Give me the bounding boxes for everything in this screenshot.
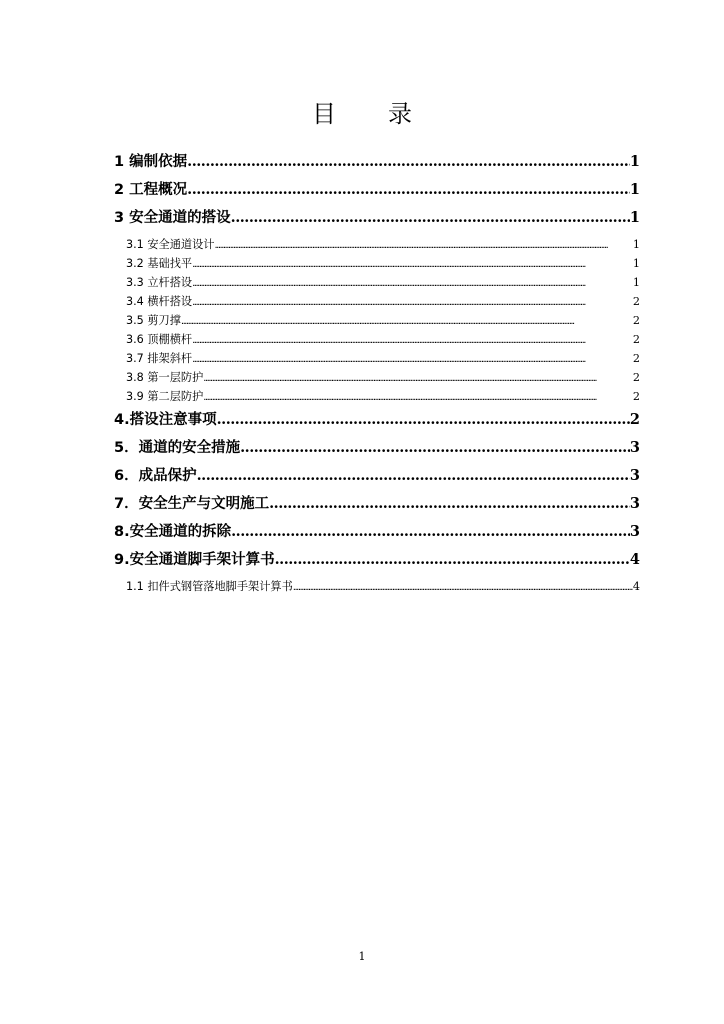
toc-entry-page: 1 (629, 209, 640, 226)
toc-subentry[interactable] (114, 368, 640, 387)
toc-entry-label: 2 工程概况 (114, 182, 188, 198)
toc-entry[interactable] (114, 434, 640, 462)
toc-leader-dots (192, 350, 633, 369)
toc-subentry[interactable] (114, 235, 640, 254)
toc-entry-label: 3 安全通道的搭设 (114, 210, 231, 226)
toc-leader-dots (203, 388, 633, 407)
toc-entry[interactable] (114, 204, 640, 232)
toc-subentry[interactable] (114, 254, 640, 273)
toc-subentry[interactable] (114, 311, 640, 330)
toc-entry[interactable] (114, 518, 640, 546)
toc-entry-label: 6．成品保护 (114, 468, 197, 484)
toc-subentry[interactable] (114, 292, 640, 311)
toc-entry-page: 2 (632, 295, 640, 308)
toc-entry-page: 1 (632, 257, 640, 270)
toc-entry-label: 4.搭设注意事项 (114, 412, 217, 428)
toc-leader-dots (192, 255, 633, 274)
toc-entry-label: 3.9 第二层防护 (126, 390, 204, 403)
toc-entry-label: 3.8 第一层防护 (126, 371, 204, 384)
toc-subentry[interactable] (114, 387, 640, 406)
toc-entry-label: 3.4 横杆搭设 (126, 295, 193, 308)
toc-entry-page: 1 (632, 276, 640, 289)
toc-entry-label: 1 编制依据 (114, 154, 188, 170)
toc-entry-page: 3 (629, 495, 640, 512)
page-title: 目录 (312, 100, 464, 128)
toc-entry-label: 3.5 剪刀撑 (126, 314, 181, 327)
table-of-contents (114, 148, 640, 596)
toc-entry-page: 1 (629, 181, 640, 198)
toc-leader-dots (275, 546, 630, 574)
toc-entry[interactable] (114, 462, 640, 490)
toc-entry[interactable] (114, 546, 640, 574)
toc-entry-page: 2 (632, 390, 640, 403)
page-number: 1 (358, 950, 366, 963)
toc-entry[interactable] (114, 176, 640, 204)
toc-entry-page: 1 (629, 153, 640, 170)
toc-entry-label: 3.1 安全通道设计 (126, 238, 215, 251)
toc-leader-dots (293, 578, 633, 597)
toc-entry-page: 2 (632, 333, 640, 346)
toc-subentry[interactable] (114, 349, 640, 368)
toc-leader-dots (269, 490, 630, 518)
toc-entry-label: 8.安全通道的拆除 (114, 524, 232, 540)
toc-entry-label: 3.3 立杆搭设 (126, 276, 193, 289)
toc-leader-dots (192, 331, 633, 350)
toc-leader-dots (240, 434, 630, 462)
toc-entry-page: 4 (632, 580, 640, 593)
toc-leader-dots (214, 236, 632, 255)
toc-subentry[interactable] (114, 577, 640, 596)
toc-leader-dots (192, 293, 633, 312)
toc-leader-dots (197, 462, 630, 490)
toc-entry-page: 2 (632, 371, 640, 384)
toc-leader-dots (187, 148, 630, 176)
toc-entry-label: 7．安全生产与文明施工 (114, 496, 270, 512)
toc-leader-dots (203, 369, 633, 388)
toc-entry-label: 5．通道的安全措施 (114, 440, 241, 456)
toc-entry-page: 4 (629, 551, 640, 568)
toc-entry-label: 1.1 扣件式钢管落地脚手架计算书 (126, 580, 293, 593)
toc-entry-label: 3.2 基础找平 (126, 257, 193, 270)
toc-leader-dots (192, 274, 633, 293)
toc-subentry[interactable] (114, 273, 640, 292)
toc-entry-page: 3 (629, 439, 640, 456)
toc-leader-dots (231, 518, 630, 546)
toc-entry[interactable] (114, 148, 640, 176)
toc-entry-page: 1 (632, 238, 640, 251)
toc-entry-label: 3.6 顶棚横杆 (126, 333, 193, 346)
toc-leader-dots (231, 204, 630, 232)
toc-entry-label: 3.7 排架斜杆 (126, 352, 193, 365)
toc-leader-dots (181, 312, 633, 331)
toc-entry[interactable] (114, 406, 640, 434)
toc-leader-dots (187, 176, 630, 204)
toc-entry-page: 3 (629, 467, 640, 484)
toc-entry[interactable] (114, 490, 640, 518)
toc-entry-page: 3 (629, 523, 640, 540)
toc-leader-dots (217, 406, 630, 434)
toc-subentry[interactable] (114, 330, 640, 349)
toc-entry-label: 9.安全通道脚手架计算书 (114, 552, 275, 568)
toc-entry-page: 2 (629, 411, 640, 428)
toc-entry-page: 2 (632, 314, 640, 327)
toc-entry-page: 2 (632, 352, 640, 365)
